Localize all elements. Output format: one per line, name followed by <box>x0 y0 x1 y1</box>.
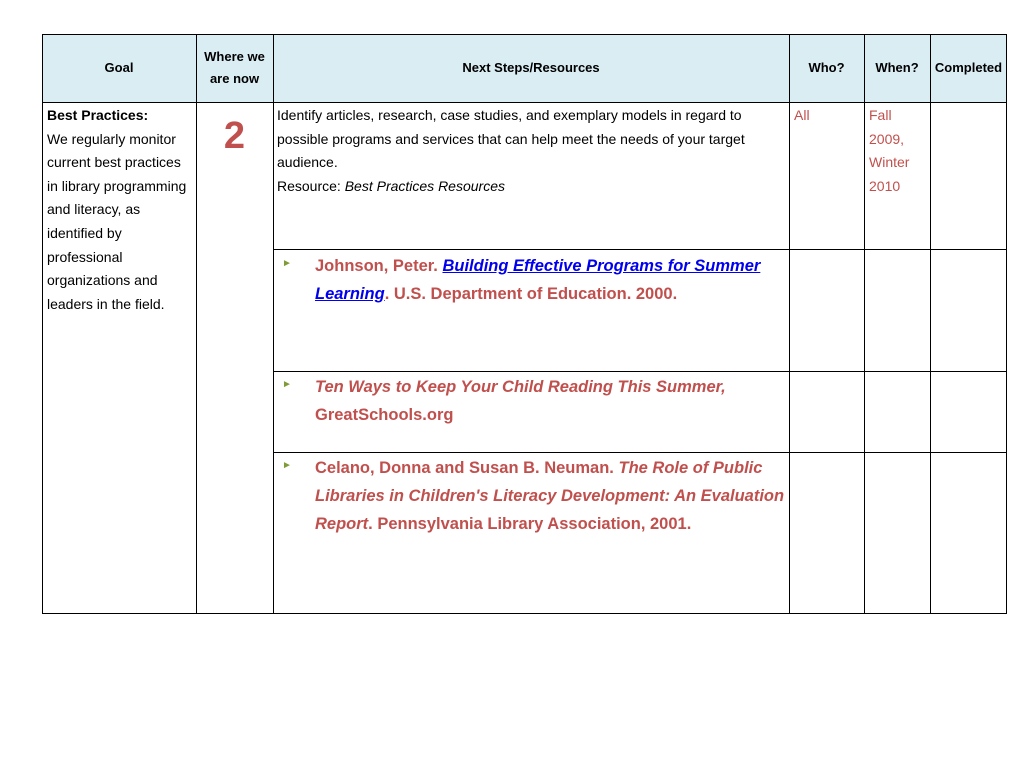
border-header-bottom <box>42 102 1007 103</box>
header-goal-label: Goal <box>104 60 134 75</box>
resource-text <box>315 373 785 429</box>
goal-description: We regularly monitor current best practices in library programming and literacy, as identified by professional organizations and leaders in the field. <box>47 130 187 312</box>
header-next-steps-label: Next Steps/Resources <box>462 60 600 75</box>
arrow-bullet-icon: ► <box>282 379 292 390</box>
border-top <box>42 34 1007 35</box>
border-row-3 <box>273 452 1007 453</box>
resource-prefix: Resource: <box>277 177 341 194</box>
border-left <box>42 34 43 614</box>
border-col-4 <box>864 34 865 614</box>
header-who <box>789 34 864 102</box>
header-when-label: When? <box>875 60 919 75</box>
border-right <box>1006 34 1007 614</box>
header-where-we-are-now <box>196 34 273 102</box>
header-next-steps <box>273 34 789 102</box>
arrow-bullet-icon: ► <box>282 460 292 471</box>
header-completed-label: Completed <box>934 60 1003 75</box>
header-goal <box>42 34 196 102</box>
border-col-3 <box>789 34 790 614</box>
resource-item <box>277 454 785 612</box>
best-practices-table <box>42 34 1007 614</box>
next-steps-cell <box>277 104 777 198</box>
header-where-label: Where we are now <box>204 49 265 86</box>
resource-name: Best Practices Resources <box>344 177 505 194</box>
border-bottom <box>42 613 1007 614</box>
current-level: 2 <box>223 115 246 157</box>
resource-text <box>315 454 785 538</box>
resource-author: Johnson, Peter. <box>315 257 438 275</box>
when-value: Fall 2009, Winter 2010 <box>869 107 910 194</box>
next-steps-text: Identify articles, research, case studies, and exemplary models in regard to possible programs and services that can help meet the needs of your target audience. <box>277 107 745 171</box>
header-when <box>864 34 930 102</box>
header-completed <box>930 34 1007 102</box>
goal-title: Best Practices: <box>47 107 149 123</box>
border-row-1 <box>273 249 1007 250</box>
header-who-label: Who? <box>808 60 845 75</box>
resource-title: Ten Ways to Keep Your Child Reading This Summer, <box>315 378 726 396</box>
goal-cell <box>47 104 195 316</box>
resource-rest: . Pennsylvania Library Association, 2001. <box>368 515 692 533</box>
resource-author: Celano, Donna and Susan B. Neuman. <box>315 459 614 477</box>
resource-link[interactable]: Building Effective Programs for Summer Learning <box>315 257 761 303</box>
border-row-2 <box>273 371 1007 372</box>
arrow-bullet-icon: ► <box>282 258 292 269</box>
resource-item <box>277 373 782 451</box>
who-value: All <box>794 107 810 123</box>
border-col-2 <box>273 34 274 614</box>
resource-item <box>277 252 782 370</box>
resource-title: The Role of Public Libraries in Children's Literacy Development: An Evaluation Report <box>315 459 785 533</box>
resource-text <box>315 252 785 308</box>
border-col-5 <box>930 34 931 614</box>
resource-rest: GreatSchools.org <box>315 406 454 424</box>
resource-rest: . U.S. Department of Education. 2000. <box>384 285 678 303</box>
